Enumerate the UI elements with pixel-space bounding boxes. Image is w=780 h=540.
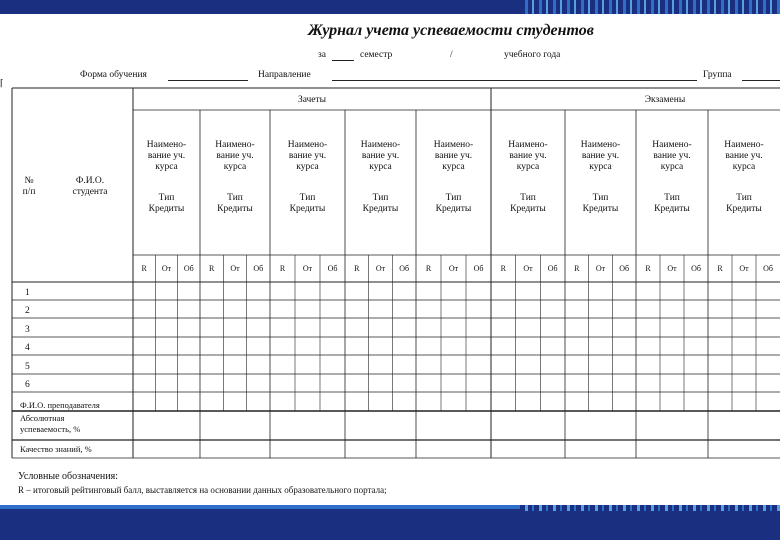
legend-heading: Условные обозначения: bbox=[18, 471, 119, 482]
direction-label: Направление bbox=[258, 70, 311, 80]
name-header: Ф.И.О. студента bbox=[72, 176, 108, 197]
subject-name-header: Наимено- вание уч. курса bbox=[287, 140, 328, 172]
exams-header: Экзамены bbox=[644, 95, 686, 105]
subject-type-credits: Тип Кредиты bbox=[582, 193, 619, 214]
subject-name-header: Наимено- вание уч. курса bbox=[433, 140, 474, 172]
subcolumn-label: R bbox=[645, 264, 651, 273]
subcolumn-label: R bbox=[279, 264, 286, 273]
subcolumn-label: Oт bbox=[375, 264, 386, 273]
subject-type-credits: Тип Кредиты bbox=[654, 193, 690, 214]
subject-type-credits: Тип Кредиты bbox=[217, 193, 253, 214]
subcolumn-label: Oб bbox=[619, 264, 630, 273]
subject-type-credits: Тип Кредиты bbox=[289, 193, 326, 214]
subcolumn-label: R bbox=[500, 264, 506, 273]
subcolumn-label: R bbox=[208, 264, 215, 273]
subject-type-credits: Тип Кредиты bbox=[726, 193, 762, 214]
subcolumn-label: Oт bbox=[595, 264, 606, 273]
period-slash: / bbox=[450, 50, 453, 60]
subcolumn-label: Oб bbox=[399, 264, 410, 273]
period-semester: семестр bbox=[360, 50, 393, 60]
period-year: учебного года bbox=[504, 50, 561, 60]
row-number: 5 bbox=[25, 362, 30, 372]
subcolumn-label: Oб bbox=[691, 264, 701, 273]
subcolumn-label: Oб bbox=[763, 264, 773, 273]
subcolumn-label: R bbox=[141, 264, 147, 273]
subcolumn-label: Oт bbox=[161, 264, 172, 273]
subject-type-credits: Тип Кредиты bbox=[362, 193, 399, 214]
subcolumn-label: R bbox=[717, 264, 723, 273]
subcolumn-label: Oт bbox=[523, 264, 533, 273]
absolute-row-label: Абсолютная успеваемость, % bbox=[20, 413, 81, 434]
group-label: Группа bbox=[703, 70, 732, 80]
legend-line-1: R – итоговый рейтинговый балл, выставляется на основании данных образовательного портала; bbox=[18, 485, 387, 495]
bottom-bar-stripe bbox=[520, 505, 780, 511]
num-header: № п/п bbox=[22, 176, 36, 197]
subject-name-header: Наимено- вание уч. курса bbox=[360, 140, 401, 172]
subject-name-header: Наимено- вание уч. курса bbox=[724, 140, 764, 172]
page-title: Журнал учета успеваемости студентов bbox=[308, 22, 594, 39]
margin-mark: ⌈ bbox=[0, 78, 4, 88]
subcolumn-label: Oт bbox=[667, 264, 677, 273]
subcolumn-label: Oт bbox=[739, 264, 749, 273]
subcolumn-label: Oб bbox=[253, 264, 264, 273]
subcolumn-label: Oб bbox=[183, 264, 194, 273]
period-for: за bbox=[318, 50, 326, 60]
subject-name-header: Наимено- вание уч. курса bbox=[508, 140, 548, 172]
subcolumn-label: R bbox=[425, 264, 432, 273]
subcolumn-label: Oб bbox=[327, 264, 338, 273]
subject-name-header: Наимено- вание уч. курса bbox=[215, 140, 255, 172]
teacher-row-label: Ф.И.О. преподавателя bbox=[20, 400, 100, 410]
subject-type-credits: Тип Кредиты bbox=[435, 193, 472, 214]
row-number: 1 bbox=[25, 288, 30, 298]
subject-name-header: Наимено- вание уч. курса bbox=[580, 140, 621, 172]
subcolumn-label: Oб bbox=[547, 264, 558, 273]
subcolumn-label: Oт bbox=[448, 264, 459, 273]
subcolumn-label: Oт bbox=[302, 264, 313, 273]
subject-type-credits: Тип Кредиты bbox=[510, 193, 546, 214]
subject-type-credits: Тип Кредиты bbox=[148, 193, 185, 214]
subject-name-header: Наимено- вание уч. курса bbox=[146, 140, 187, 172]
row-number: 4 bbox=[25, 343, 30, 353]
study-form-label: Форма обучения bbox=[80, 70, 147, 80]
row-number: 2 bbox=[25, 306, 30, 316]
subject-name-header: Наимено- вание уч. курса bbox=[652, 140, 692, 172]
subcolumn-label: Oт bbox=[230, 264, 240, 273]
row-number: 3 bbox=[25, 325, 30, 335]
row-number: 6 bbox=[25, 380, 30, 390]
subcolumn-label: R bbox=[574, 264, 580, 273]
quality-row-label: Качество знаний, % bbox=[20, 444, 92, 454]
subcolumn-label: Oб bbox=[473, 264, 484, 273]
zachety-header: Зачеты bbox=[297, 95, 327, 105]
subcolumn-label: R bbox=[354, 264, 360, 273]
bottom-bar bbox=[0, 505, 780, 540]
